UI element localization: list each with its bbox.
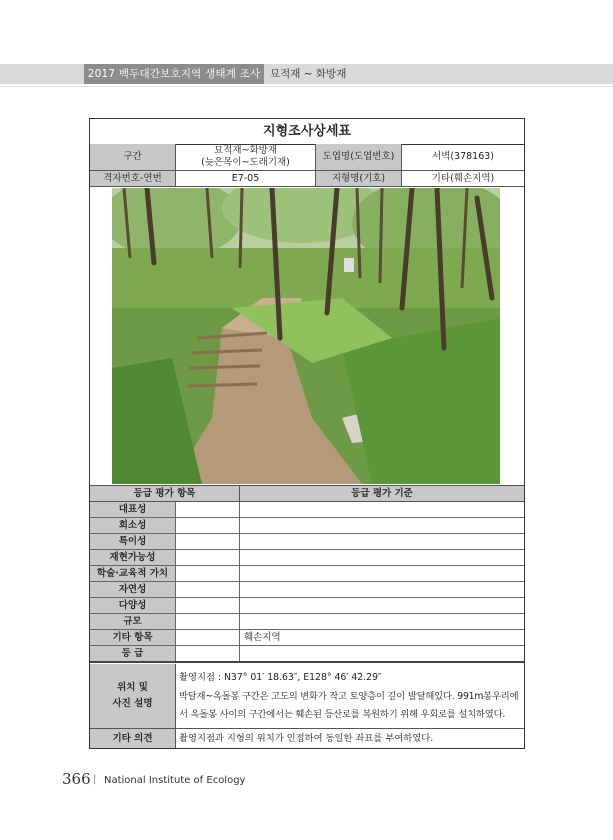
grid-value: E7-05: [176, 171, 316, 187]
grade-label: 자연성: [90, 582, 176, 597]
segment-label: 구간: [90, 144, 176, 171]
grade-criteria: [240, 598, 524, 613]
footer-organization: National Institute of Ecology: [104, 775, 246, 786]
section-title: 묘적재 ~ 화방재: [270, 68, 347, 80]
location-text-line2: 서 옥돌봉 사이의 구간에서는 훼손된 등산로를 복원하기 위해 우회로를 설치하였다.: [179, 709, 506, 720]
grade-label: 등 급: [90, 646, 176, 661]
grade-criteria: [240, 646, 524, 661]
grade-label: 학술·교육적 가치: [90, 566, 176, 581]
grade-row-naturalness: [90, 582, 524, 598]
page-number: 366: [62, 770, 91, 788]
grade-row-other: [90, 630, 524, 646]
grade-label: 다양성: [90, 598, 176, 613]
grade-mark: [176, 518, 240, 533]
form-title: 지형조사상세표: [90, 119, 524, 145]
grade-row-scale: [90, 614, 524, 630]
grade-criteria: [240, 582, 524, 597]
grade-row-rarity: [90, 518, 524, 534]
grade-criteria: [240, 518, 524, 533]
landform-value: 기타(훼손지역): [402, 171, 524, 187]
grade-row-diversity: [90, 598, 524, 614]
segment-value: [176, 144, 316, 171]
grade-label: 재현가능성: [90, 550, 176, 565]
segment-value-line2: (늦은목이~도래기재): [201, 157, 290, 168]
location-description: [176, 664, 524, 729]
map-name-label: 도엽명(도엽번호): [316, 144, 402, 171]
grade-criteria-header: 등급 평가 기준: [240, 485, 524, 502]
grade-mark: [176, 582, 240, 597]
map-name-value: 서벽(378163): [402, 144, 524, 171]
location-label-line1: 위치 및: [117, 682, 148, 693]
grade-criteria: [240, 614, 524, 629]
grade-criteria: [240, 566, 524, 581]
grade-mark: [176, 598, 240, 613]
grid-label: 격자번호-연번: [90, 171, 176, 187]
grade-criteria: 훼손지역: [244, 632, 281, 643]
grade-mark: [176, 614, 240, 629]
grade-row-uniqueness: [90, 534, 524, 550]
grade-label: 희소성: [90, 518, 176, 533]
etc-label: 기타 의견: [90, 729, 176, 748]
grade-mark: [176, 534, 240, 549]
location-text-line1: 박달재~옥돌봉 구간은 고도의 변화가 작고 토양층이 깊이 발달해있다. 991m봉우리에: [179, 691, 519, 702]
segment-value-line1: 묘적재~화방재: [213, 145, 278, 156]
grade-label: 특이성: [90, 534, 176, 549]
grade-row-final: [90, 646, 524, 663]
header-divider: [0, 86, 613, 87]
grade-item-header: 등급 평가 항목: [90, 485, 240, 502]
grade-label: 규모: [90, 614, 176, 629]
grade-label: 대표성: [90, 502, 176, 517]
report-title: 2017 백두대간보호지역 생태계 조사: [84, 64, 264, 84]
footer-separator: |: [93, 774, 97, 785]
grade-mark: [176, 502, 240, 517]
grade-label: 기타 항목: [90, 630, 176, 645]
grade-mark: [176, 550, 240, 565]
site-photo: [112, 188, 500, 484]
grade-criteria: [240, 534, 524, 549]
etc-value: 촬영지점과 지형의 위치가 인접하여 동일한 좌표를 부여하였다.: [179, 733, 434, 744]
grade-mark: [176, 566, 240, 581]
location-label-line2: 사진 설명: [112, 698, 153, 709]
survey-form: [89, 118, 525, 749]
grade-row-reproducibility: [90, 550, 524, 566]
grade-mark: [176, 630, 240, 645]
grade-row-academic-value: [90, 566, 524, 582]
grade-criteria: [240, 550, 524, 565]
grade-row-representativeness: [90, 502, 524, 518]
location-label: [90, 664, 176, 729]
grade-criteria: [240, 502, 524, 517]
landform-label: 지형명(기호): [316, 171, 402, 187]
location-coordinates: 촬영지점 : N37° 01′ 18.63″, E128° 46′ 42.29″: [179, 672, 382, 683]
grade-mark: [176, 646, 240, 661]
